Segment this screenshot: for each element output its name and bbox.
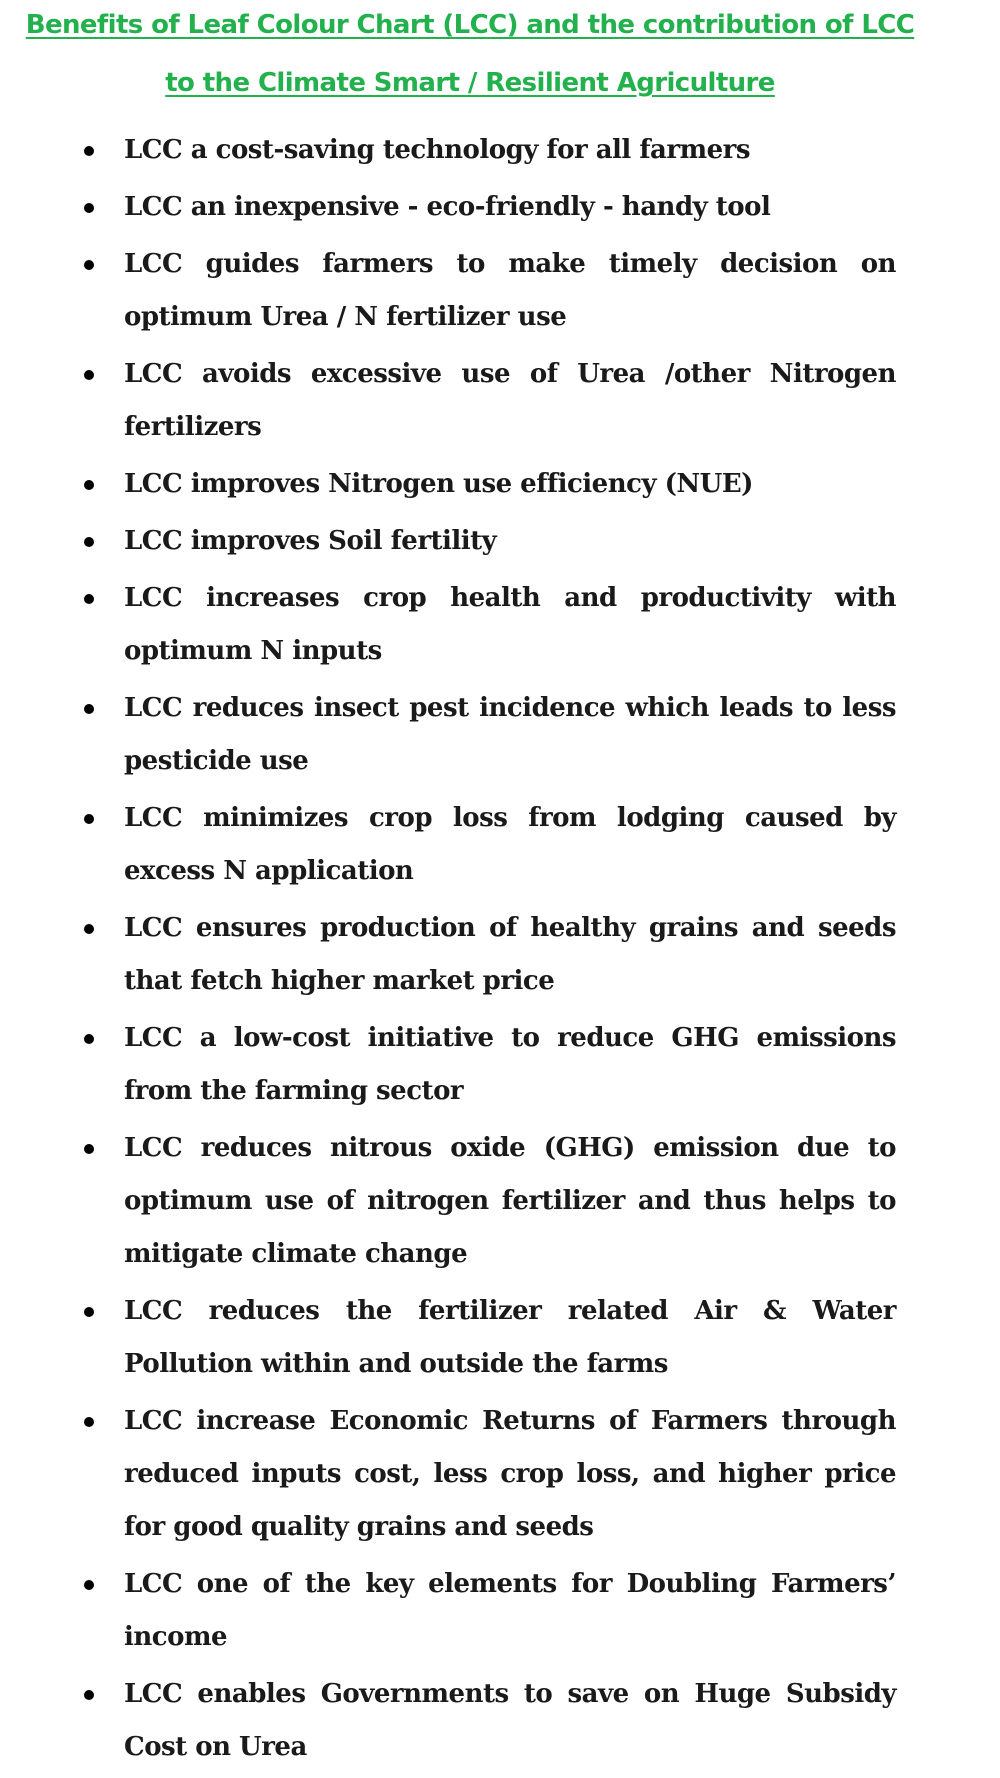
benefit-text: LCC guides farmers to make timely decision on optimum Urea / N fertilizer use	[124, 249, 896, 332]
benefit-text: LCC reduces the fertilizer related Air & Water Pollution within and outside the farms	[124, 1296, 896, 1379]
benefit-item	[0, 238, 896, 344]
benefit-item	[0, 348, 896, 454]
benefit-item	[0, 1012, 896, 1118]
benefit-item	[0, 792, 896, 898]
bullet-icon	[84, 203, 94, 213]
benefit-text: LCC improves Nitrogen use efficiency (NUE)	[124, 469, 753, 499]
bullet-icon	[84, 594, 94, 604]
benefit-text: LCC improves Soil fertility	[124, 526, 497, 556]
bullet-icon	[84, 814, 94, 824]
bullet-icon	[84, 924, 94, 934]
benefit-text: LCC ensures production of healthy grains and seeds that fetch higher market price	[124, 913, 896, 996]
benefit-item	[0, 124, 896, 177]
benefits-list	[0, 124, 1000, 1778]
benefit-text: LCC avoids excessive use of Urea /other Nitrogen fertilizers	[124, 359, 896, 442]
benefit-text: LCC reduces nitrous oxide (GHG) emission due to optimum use of nitrogen fertilizer and thus helps to mitigate climate change	[124, 1133, 896, 1269]
benefit-item	[0, 1668, 896, 1774]
bullet-icon	[84, 1417, 94, 1427]
benefit-item	[0, 902, 896, 1008]
bullet-icon	[84, 1144, 94, 1154]
bullet-icon	[84, 146, 94, 156]
benefit-item	[0, 1285, 896, 1391]
benefit-text: LCC increases crop health and productivity with optimum N inputs	[124, 583, 896, 666]
benefit-text: LCC minimizes crop loss from lodging caused by excess N application	[124, 803, 896, 886]
benefit-text: LCC increase Economic Returns of Farmers through reduced inputs cost, less crop loss, and higher price for good quality grains and seeds	[124, 1406, 896, 1542]
benefit-item	[0, 181, 896, 234]
bullet-icon	[84, 1580, 94, 1590]
benefit-item	[0, 572, 896, 678]
benefit-item	[0, 515, 896, 568]
bullet-icon	[84, 1307, 94, 1317]
benefit-item	[0, 682, 896, 788]
bullet-icon	[84, 704, 94, 714]
benefit-text: LCC enables Governments to save on Huge Subsidy Cost on Urea	[124, 1679, 896, 1762]
bullet-icon	[84, 260, 94, 270]
document-title-line-1: Benefits of Leaf Colour Chart (LCC) and the contribution of LCC	[25, 10, 915, 40]
benefit-text: LCC reduces insect pest incidence which leads to less pesticide use	[124, 693, 896, 776]
benefit-item	[0, 1395, 896, 1554]
bullet-icon	[84, 1690, 94, 1700]
bullet-icon	[84, 537, 94, 547]
document-title-line-2: to the Climate Smart / Resilient Agriculture	[165, 68, 775, 98]
benefit-item	[0, 1122, 896, 1281]
benefit-text: LCC a low-cost initiative to reduce GHG emissions from the farming sector	[124, 1023, 896, 1106]
bullet-icon	[84, 480, 94, 490]
benefit-text: LCC an inexpensive - eco-friendly - handy tool	[124, 192, 771, 222]
benefit-text: LCC a cost-saving technology for all farmers	[124, 135, 750, 165]
bullet-icon	[84, 370, 94, 380]
benefit-item	[0, 1558, 896, 1664]
benefit-text: LCC one of the key elements for Doubling Farmers’ income	[124, 1569, 896, 1652]
bullet-icon	[84, 1034, 94, 1044]
benefit-item	[0, 458, 896, 511]
